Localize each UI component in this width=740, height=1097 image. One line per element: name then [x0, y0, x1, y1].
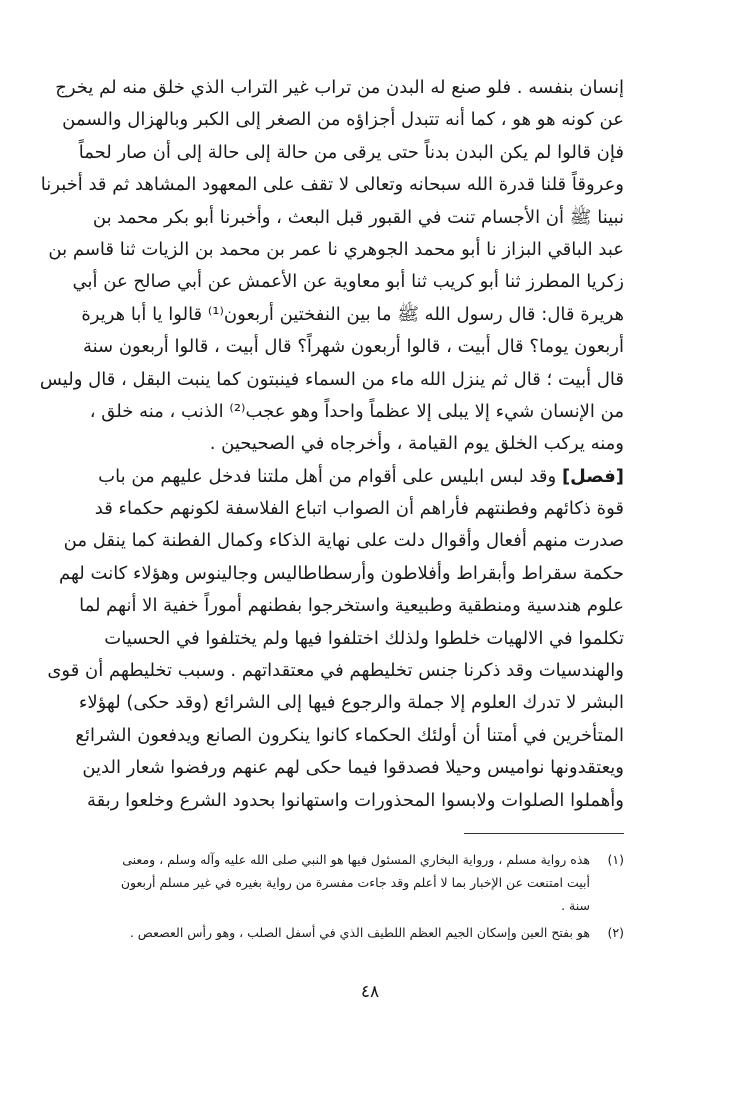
- text-line: تكلموا في الالهيات خلطوا ولذلك اختلفوا فيها ولم يختلفوا في الحسيات: [104, 627, 624, 649]
- text-line: زكريا المطرز ثنا أبو كريب ثنا أبو معاوية عن الأعمش عن أبي صالح عن أبي: [72, 271, 624, 293]
- footnote-1: [116, 848, 624, 917]
- text-line: وعروقاً قلنا قدرة الله سبحانه وتعالى لا تقف على المعهود المشاهد ثم قد أخبرنا: [40, 174, 624, 196]
- section-paragraph: [47, 461, 624, 817]
- footnote-number: (٢): [607, 925, 624, 940]
- section-label: [فصل]: [561, 465, 624, 487]
- text-line: أربعون يوما؟ قال أبيت ، قالوا أربعون شهراً؟ قال أبيت ، قالوا أربعون سنة: [82, 336, 624, 358]
- footnotes: [116, 848, 624, 948]
- text-line: ويعتقدونها نواميس وحيلا فصدقوا فيما حكى لهم عنهم ورفضوا شعار الدين: [82, 757, 624, 779]
- text-line: من الإنسان شيء إلا يبلى إلا عظماً واحداً وهو عجب⁽²⁾ الذنب ، منه خلق ،: [89, 400, 624, 422]
- page-number: ٤٨: [360, 982, 380, 1002]
- footnote-text: [116, 848, 590, 917]
- text-line: وأهملوا الصلوات ولابسوا المحذورات واستهانوا بحدود الشرع وخلعوا ربقة: [86, 789, 624, 811]
- text-line: صدرت منهم أفعال وأقوال دلت على نهاية الذكاء وكمال الفطنة كما ينقل من: [63, 530, 624, 552]
- footnote-divider: [464, 833, 624, 834]
- text-line: [98, 461, 624, 493]
- text-line: علوم هندسية ومنطقية وطبيعية واستخرجوا بفطنهم أموراً خفية الا أنهم لما: [79, 595, 624, 617]
- text-line: هريرة قال: قال رسول الله ﷺ ما بين النفختين أربعون⁽¹⁾ قالوا يا أبا هريرة: [81, 303, 624, 325]
- text-line: نبينا ﷺ أن الأجسام تنت في القبور قبل البعث ، وأخبرنا أبو بكر محمد بن: [92, 206, 624, 228]
- main-text-block: [39, 72, 624, 817]
- footnote-2: [116, 921, 624, 944]
- text-line: ومنه يركب الخلق يوم القيامة ، وأخرجاه في الصحيحين .: [209, 433, 624, 455]
- body-paragraph: [39, 72, 624, 461]
- text-line: عبد الباقي البزاز نا أبو محمد الجوهري نا عمر بن محمد بن الزيات ثنا قاسم بن: [48, 238, 624, 260]
- footnote-text: [116, 921, 590, 944]
- footnote-line: سنة .: [561, 898, 590, 913]
- section-first-line: وقد لبس ابليس على أقوام من أهل ملتنا فدخل عليهم من باب: [98, 465, 562, 487]
- text-line: والهندسيات وقد ذكرنا جنس تخليطهم في معتقداتهم . وسبب تخليطهم أن قوى: [47, 660, 624, 682]
- text-line: قال أبيت ؛ قال ثم ينزل الله ماء من السماء فينبتون كما ينبت البقل ، قال وليس: [39, 368, 624, 390]
- text-line: إنسان بنفسه . فلو صنع له البدن من تراب غير التراب الذي خلق منه لم يخرج: [55, 77, 624, 98]
- footnote-line: أبيت امتنعت عن الإخبار بما لا أعلم وقد جاءت مفسرة من رواية بغيره في غير مسلم أربعون: [120, 875, 590, 890]
- text-line: فإن قالوا لم يكن البدن بدناً حتى يرقى من حالة إلى حالة إلى أن صار لحماً: [78, 141, 624, 163]
- footnote-line: هذه رواية مسلم ، ورواية البخاري المسئول فيها هو النبي صلى الله عليه وآله وسلم ، ومعنى: [122, 852, 590, 867]
- text-line: البشر لا تدرك العلوم إلا جملة والرجوع فيها إلى الشرائع (وقد حكى) لهؤلاء: [78, 692, 624, 714]
- footnote-line: هو بفتح العين وإسكان الجيم العظم اللطيف الذي في أسفل الصلب ، وهو رأس العصعص .: [129, 925, 590, 940]
- text-line: المتأخرين في أمتنا أن أولئك الحكماء كانوا ينكرون الصانع ويدفعون الشرائع: [75, 724, 624, 746]
- text-line: قوة ذكائهم وفطنتهم فأراهم أن الصواب اتباع الفلاسفة لكونهم حكماء قد: [94, 498, 624, 520]
- text-line: عن كونه هو هو ، كما أنه تتبدل أجزاؤه من الصغر إلى الكبر وبالهزال والسمن: [62, 109, 624, 131]
- footnote-number: (١): [607, 852, 624, 867]
- text-line: حكمة سقراط وأبقراط وأفلاطون وأرسطاطاليس وجالينوس وهؤلاء كانت لهم: [59, 562, 624, 584]
